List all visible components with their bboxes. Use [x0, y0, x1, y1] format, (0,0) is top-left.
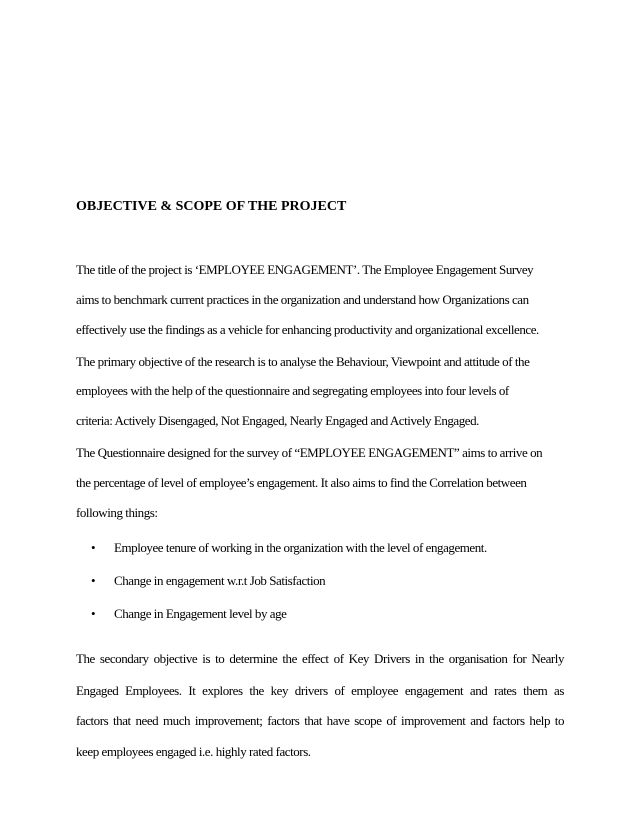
paragraph-3-line-3: following things:: [76, 505, 158, 520]
paragraph-4-line-1: The secondary objective is to determine the effect of Key Drivers in the organisation for Nearly: [76, 651, 564, 666]
bullet-marker: •: [91, 606, 96, 621]
bullet-marker: •: [91, 540, 96, 555]
paragraph-4-line-2: Engaged Employees. It explores the key drivers of employee engagement and rates them as: [76, 683, 564, 698]
paragraph-2-line-3: criteria: Actively Disengaged, Not Engaged, Nearly Engaged and Actively Engaged.: [76, 413, 479, 428]
paragraph-3-line-1: The Questionnaire designed for the survey of “EMPLOYEE ENGAGEMENT” aims to arrive on: [76, 445, 543, 460]
section-heading: OBJECTIVE & SCOPE OF THE PROJECT: [76, 199, 347, 214]
bullet-marker: •: [91, 573, 96, 588]
paragraph-2-line-1: The primary objective of the research is to analyse the Behaviour, Viewpoint and attitude of the: [76, 354, 530, 369]
bullet-item-3: Change in Engagement level by age: [114, 606, 287, 621]
paragraph-2-line-2: employees with the help of the questionnaire and segregating employees into four levels of: [76, 383, 509, 398]
paragraph-1-line-2: aims to benchmark current practices in the organization and understand how Organizations can: [76, 292, 529, 307]
paragraph-4-line-4: keep employees engaged i.e. highly rated factors.: [76, 744, 311, 759]
paragraph-1-line-3: effectively use the findings as a vehicle for enhancing productivity and organizational excellence.: [76, 322, 539, 337]
paragraph-3-line-2: the percentage of level of employee’s engagement. It also aims to find the Correlation between: [76, 475, 527, 490]
bullet-item-1: Employee tenure of working in the organization with the level of engagement.: [114, 540, 487, 555]
bullet-item-2: Change in engagement w.r.t Job Satisfaction: [114, 573, 326, 588]
paragraph-4-line-3: factors that need much improvement; factors that have scope of improvement and factors help to: [76, 713, 564, 728]
paragraph-1-line-1: The title of the project is ‘EMPLOYEE ENGAGEMENT’. The Employee Engagement Survey: [76, 262, 534, 277]
